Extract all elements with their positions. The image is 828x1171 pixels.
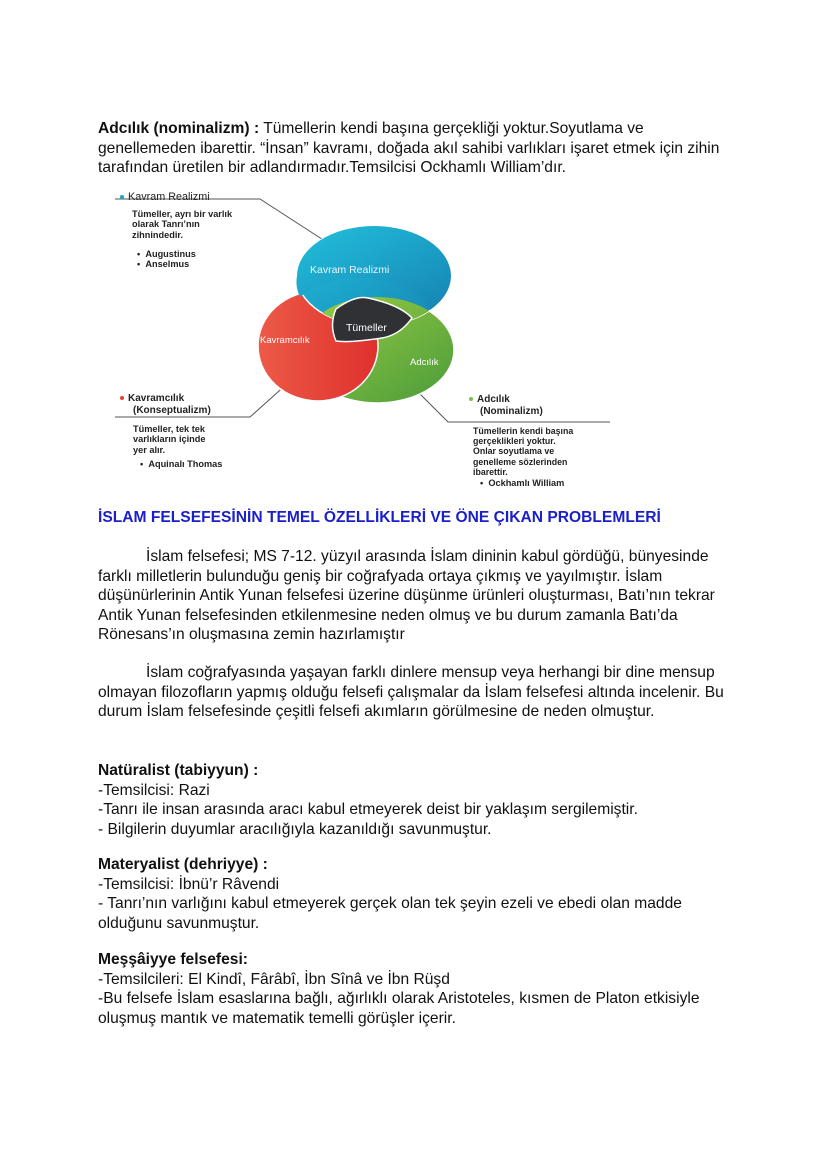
callout-realism-desc: Tümeller, ayrı bir varlık olarak Tanrı’nın zihnindedir. (132, 209, 233, 240)
bullet-dot-icon (120, 396, 124, 400)
callout-realism-title: Kavram Realizmi (120, 191, 210, 203)
school-line: - Bilgilerin duyumlar aracılığıyla kazanıldığı savunmuştur. (98, 820, 492, 838)
school-line: - Tanrı’nın varlığını kabul etmeyerek gerçek olan tek şeyin ezeli ve ebedi olan madde olduğunu savunmuştur. (98, 895, 682, 932)
callout-conceptualism-bullets: • Aquinalı Thomas (140, 459, 223, 469)
school-line: -Temsilcileri: El Kindî, Fârâbî, İbn Sînâ ve İbn Rüşd (98, 970, 450, 988)
bullet-dot-icon (120, 195, 124, 199)
islamic-philosophy-paragraph-2: İslam coğrafyasında yaşayan farklı dinlere mensup veya herhangi bir dine mensup olmayan filozofların yapmış olduğu felsefi çalışmalar da İslam felsefesi altında incelenir. Bu durum İslam felsefesinde çeşitli felsefi akımların görülmesine de neden olmuştur. (98, 664, 724, 721)
section-heading: İSLAM FELSEFESİNİN TEMEL ÖZELLİKLERİ VE ÖNE ÇIKAN PROBLEMLERİ (98, 509, 661, 526)
school-line: -Tanrı ile insan arasında aracı kabul etmeyerek deist bir yaklaşım sergilemiştir. (98, 801, 638, 819)
school-title: Materyalist (dehriyye) : (98, 856, 268, 873)
nominalism-definition: Tümellerin kendi başına gerçekliği yoktur.Soyutlama ve genellemeden ibarettir. “İnsan” kavramı, doğada akıl sahibi varlıkları işaret etmek için zihin tarafından üretilen bir adlandırmadır.Temsilcisi Ockhamlı William’dır. (98, 120, 720, 177)
center-label-universals: Tümeller (346, 322, 387, 334)
school-materialist (98, 855, 738, 933)
circle-label-conceptualism: Kavramcılık (260, 335, 310, 346)
nominalism-intro-paragraph (98, 119, 738, 178)
nominalism-term: Adcılık (nominalizm) : (98, 120, 260, 137)
bullet-dot-icon (469, 397, 473, 401)
callout-nominalism-title: Adcılık (Nominalizm) (469, 394, 543, 418)
school-line: -Bu felsefe İslam esaslarına bağlı, ağırlıklı olarak Aristoteles, kısmen de Platon etkisiyle oluşmuş mantık ve matematik temelli görüşler içerir. (98, 990, 700, 1027)
callout-nominalism-desc: Tümellerin kendi başına gerçeklikleri yoktur. Onlar soyutlama ve genelleme sözlerinden ibarettir. (473, 426, 574, 477)
school-naturalist (98, 761, 738, 839)
universals-venn-diagram (100, 185, 620, 495)
callout-conceptualism-desc: Tümeller, tek tek varlıkların içinde yer alır. (133, 424, 206, 455)
circle-label-realism: Kavram Realizmi (310, 264, 390, 276)
callout-conceptualism-title: Kavramcılık (Konseptualizm) (120, 393, 211, 417)
school-title: Meşşâiyye felsefesi: (98, 951, 248, 968)
school-messaiyye (98, 950, 738, 1028)
callout-nominalism-bullets: • Ockhamlı William (480, 478, 565, 488)
callout-realism-bullets: • Augustinus • Anselmus (137, 249, 196, 270)
school-title: Natüralist (tabiyyun) : (98, 762, 259, 779)
islamic-philosophy-paragraph-1: İslam felsefesi; MS 7-12. yüzyıl arasında İslam dininin kabul gördüğü, bünyesinde farklı milletlerin bulunduğu geniş bir coğrafyada ortaya çıkmış ve yayılmıştır. İslam düşünürlerinin Antik Yunan felsefesi üzerine düşünme ürünleri oluşturması, Batı’nın tekrar Antik Yunan felsefesinden etkilenmesine neden olmuş ve bu durum zamanla Batı’da Rönesans’ın oluşmasına zemin hazırlamıştır (98, 548, 715, 644)
school-line: -Temsilcisi: İbnü’r Râvendi (98, 875, 280, 893)
circle-label-nominalism: Adcılık (410, 357, 439, 368)
school-line: -Temsilcisi: Razi (98, 781, 210, 799)
